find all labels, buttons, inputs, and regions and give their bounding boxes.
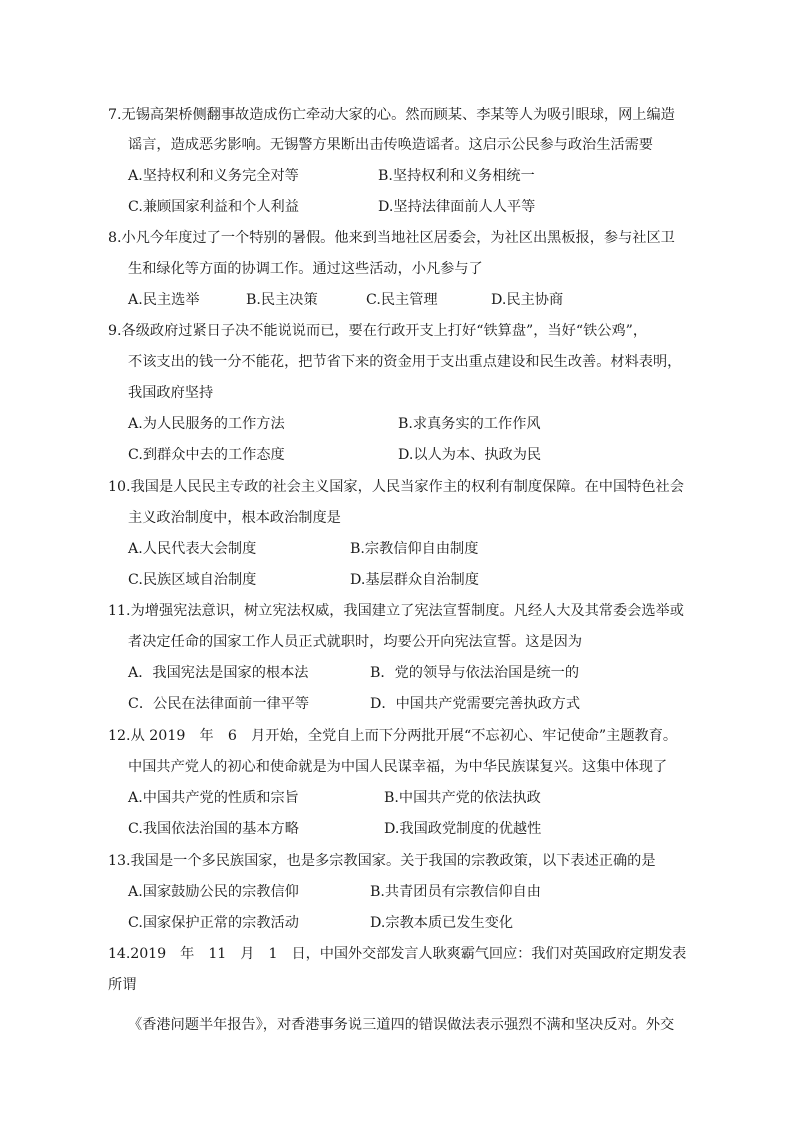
question-9-line-1: 9.各级政府过紧日子决不能说说而已，要在行政开支上打好“铁算盘”，当好“铁公鸡”，	[108, 323, 648, 339]
question-9-option-d: D.以人为本、执政为民	[398, 447, 542, 463]
question-12-line-2: 中国共产党人的初心和使命就是为中国人民谋幸福，为中华民族谋复兴。这集中体现了	[128, 759, 668, 775]
question-7-option-a: A.坚持权利和义务完全对等	[128, 168, 299, 184]
question-7-line-2: 谣言，造成恶劣影响。无锡警方果断出击传唤造谣者。这启示公民参与政治生活需要	[128, 137, 653, 153]
question-13-option-d: D.宗教本质已发生变化	[370, 915, 514, 931]
question-10-option-b: B.宗教信仰自由制度	[350, 541, 479, 557]
question-12-option-b: B.中国共产党的依法执政	[384, 790, 541, 806]
question-13-line-1: 13.我国是一个多民族国家，也是多宗教国家。关于我国的宗教政策，以下表述正确的是	[108, 853, 656, 869]
question-11-line-2: 者决定任命的国家工作人员正式就职时，均要公开向宪法宣誓。这是因为	[128, 634, 583, 650]
question-10-line-1: 10.我国是人民民主专政的社会主义国家，人民当家作主的权利有制度保障。在中国特色社会	[108, 479, 684, 495]
question-10-option-a: A.人民代表大会制度	[128, 541, 257, 557]
question-8-option-d: D.民主协商	[491, 292, 564, 308]
question-12-option-c: C.我国依法治国的基本方略	[128, 821, 299, 837]
question-14-line-3: 《香港问题半年报告》，对香港事务说三道四的错误做法表示强烈不满和坚决反对。外交	[128, 1017, 675, 1033]
question-12-line-1: 12.从 2019 年 6 月开始，全党自上而下分两批开展“不忘初心、牢记使命”主题教育。	[108, 728, 678, 744]
question-8-option-a: A.民主选举	[128, 292, 200, 308]
question-10-line-2: 主义政治制度中，根本政治制度是	[128, 510, 341, 526]
question-11-option-d: D．中国共产党需要完善执政方式	[370, 696, 581, 712]
question-9-option-c: C.到群众中去的工作态度	[128, 447, 285, 463]
question-12-option-d: D.我国政党制度的优越性	[384, 821, 542, 837]
question-7-option-b: B.坚持权利和义务相统一	[378, 168, 535, 184]
question-11-line-1: 11.为增强宪法意识，树立宪法权威，我国建立了宪法宣誓制度。凡经人大及其常委会选举或	[108, 603, 684, 619]
question-7-option-d: D.坚持法律面前人人平等	[378, 199, 536, 215]
question-13-option-b: B.共青团员有宗教信仰自由	[370, 884, 541, 900]
question-13-option-c: C.国家保护正常的宗教活动	[128, 915, 299, 931]
question-11-option-b: B．党的领导与依法治国是统一的	[370, 665, 580, 681]
question-9-line-2: 不该支出的钱一分不能花，把节省下来的资金用于支出重点建设和民生改善。材料表明，	[128, 354, 682, 370]
question-11-option-a: A．我国宪法是国家的根本法	[128, 665, 309, 681]
question-11-option-c: C．公民在法律面前一律平等	[128, 696, 310, 712]
question-12-option-a: A.中国共产党的性质和宗旨	[128, 790, 299, 806]
question-8-line-1: 8.小凡今年度过了一个特别的暑假。他来到当地社区居委会，为社区出黑板报，参与社区卫	[108, 230, 675, 246]
question-13-option-a: A.国家鼓励公民的宗教信仰	[128, 884, 299, 900]
question-8-option-b: B.民主决策	[246, 292, 318, 308]
question-9-line-3: 我国政府坚持	[128, 385, 214, 401]
question-10-option-c: C.民族区域自治制度	[128, 572, 257, 588]
question-8-option-c: C.民主管理	[366, 292, 438, 308]
question-7-line-1: 7.无锡高架桥侧翻事故造成伤亡牵动大家的心。然而顾某、李某等人为吸引眼球，网上编造	[108, 107, 675, 123]
question-9-option-b: B.求真务实的工作作风	[398, 416, 541, 432]
question-8-line-2: 生和绿化等方面的协调工作。通过这些活动，小凡参与了	[128, 261, 483, 277]
question-10-option-d: D.基层群众自治制度	[350, 572, 479, 588]
question-9-option-a: A.为人民服务的工作方法	[128, 416, 285, 432]
question-7-option-c: C.兼顾国家利益和个人利益	[128, 199, 299, 215]
question-14-line-1: 14.2019 年 11 月 1 日，中国外交部发言人耿爽霸气回应：我们对英国政府定期发表	[108, 946, 687, 962]
question-14-line-2: 所谓	[108, 977, 137, 993]
